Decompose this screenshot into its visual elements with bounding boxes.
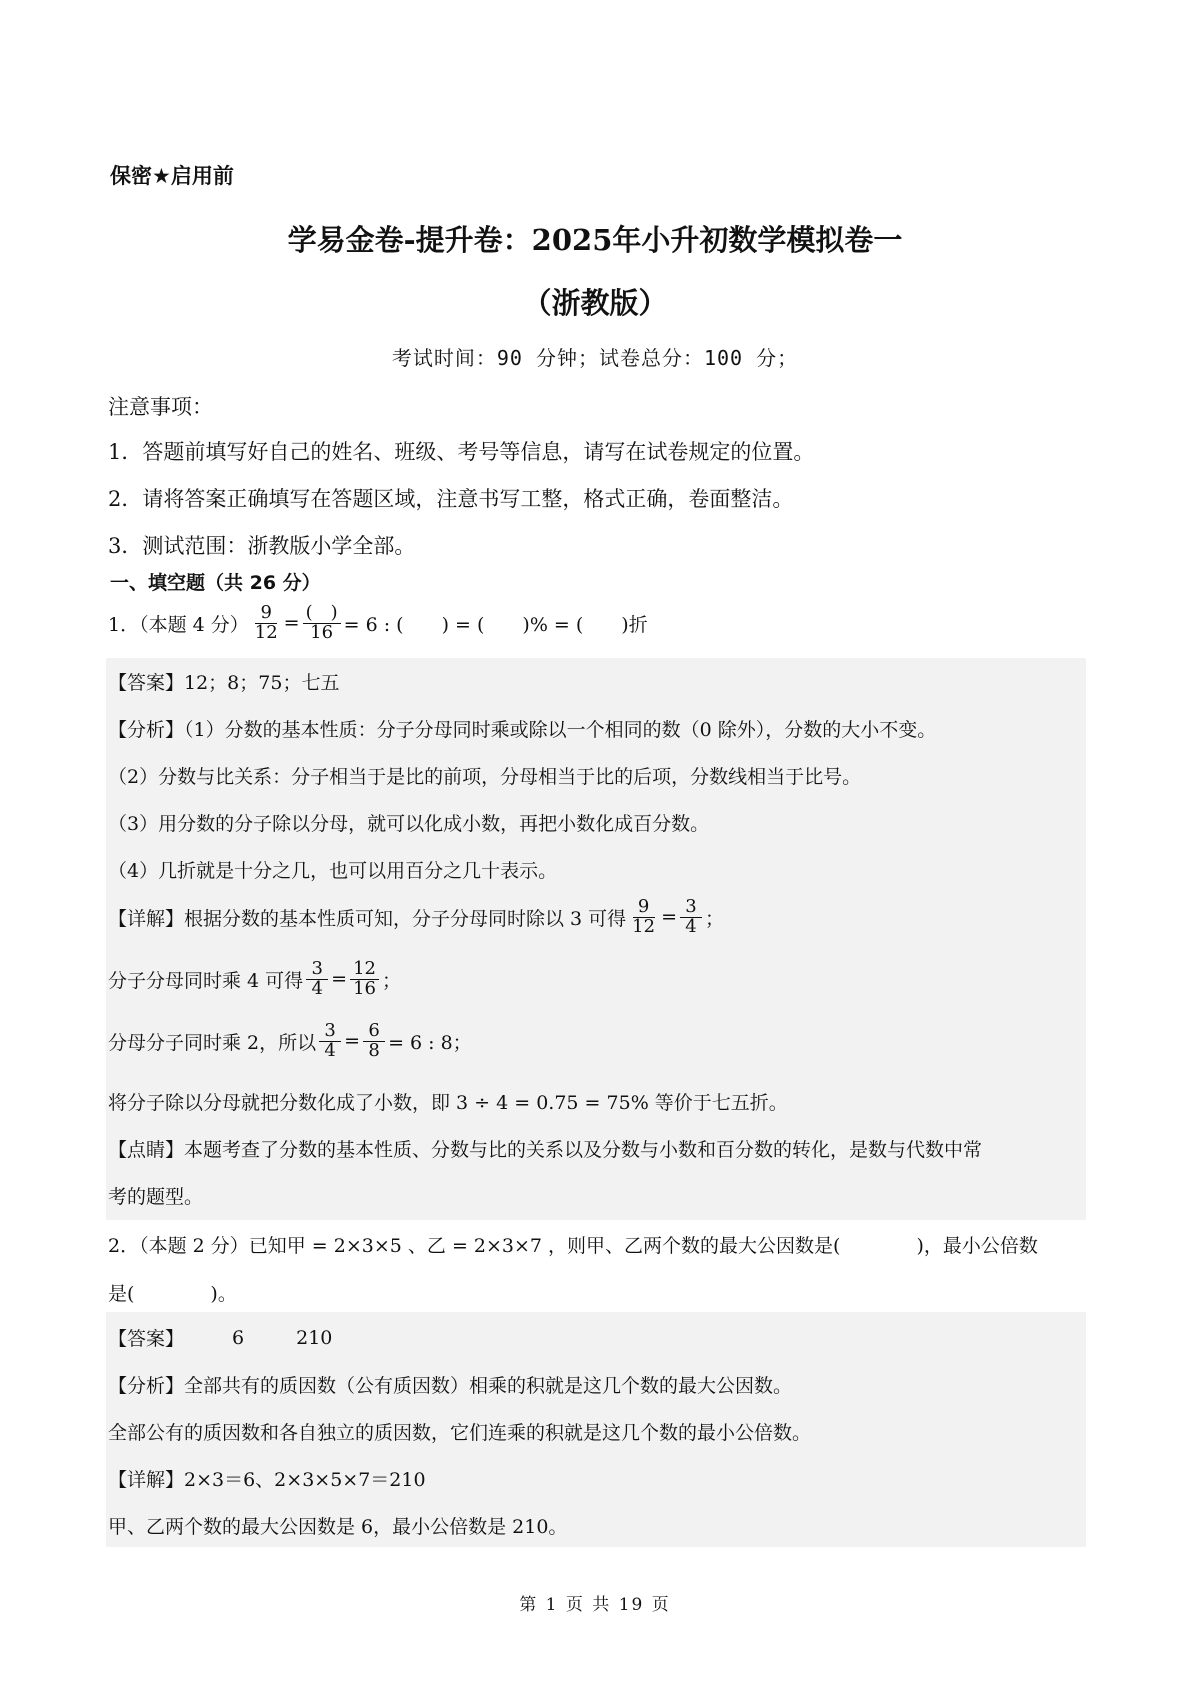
fraction: $\frac{12}{16}$ [350, 960, 379, 999]
detail-line: 将分子除以分母就把分数化成了小数，即 3 ÷ 4 = 0.75 = 75% 等价于七五折。 [108, 1092, 788, 1114]
paper-subtitle: （浙教版） [522, 286, 668, 320]
paper-title: 学易金卷-提升卷：2025年小升初数学模拟卷一 [287, 223, 903, 257]
analysis: 【分析】全部共有的质因数（公有质因数）相乘的积就是这几个数的最大公因数。 [108, 1375, 793, 1397]
notice-heading: 注意事项： [108, 395, 213, 419]
analysis: 全部公有的质因数和各自独立的质因数，它们连乘的积就是这几个数的最小公倍数。 [108, 1422, 812, 1444]
question-2-cont: 是( )。 [108, 1283, 237, 1305]
answer: 【答案】 6 210 [108, 1326, 333, 1350]
fraction: $\frac{9}{12}$ [254, 602, 278, 643]
fraction: $\frac{9}{12}$ [632, 896, 656, 937]
fraction-blank: $\frac{( )}{16}$ [303, 604, 341, 643]
analysis: （2）分数与比关系：分子相当于是比的前项，分母相当于比的后项，分数线相当于比号。 [108, 766, 862, 788]
detail-line: 【详解】2×3＝6、2×3×5×7＝210 [108, 1469, 426, 1491]
fraction: $\frac{6}{8}$ [363, 1022, 385, 1061]
notice-item: 3．测试范围：浙教版小学全部。 [108, 534, 416, 558]
analysis: 【分析】（1）分数的基本性质：分子分母同时乘或除以一个相同的数（0 除外），分数的大小不变。 [108, 719, 937, 741]
detail-line: 分母分子同时乘 2，所以 $\frac{3}{4}$ = $\frac{6}{8}$ = 6 : 8； [108, 1020, 472, 1061]
fraction: $\frac{3}{4}$ [319, 1022, 341, 1061]
page-number: 第 1 页 共 19 页 [519, 1595, 671, 1615]
comment: 【点睛】本题考查了分数的基本性质、分数与比的关系以及分数与小数和百分数的转化，是数与代数中常 [108, 1139, 983, 1161]
section-heading: 一、填空题（共 26 分） [110, 572, 321, 594]
fraction: $\frac{3}{4}$ [680, 898, 702, 937]
analysis: （3）用分数的分子除以分母，就可以化成小数，再把小数化成百分数。 [108, 813, 710, 835]
analysis: （4）几折就是十分之几，也可以用百分之几十表示。 [108, 860, 558, 882]
question-2: 2．（本题 2 分）已知甲 = 2×3×5 、乙 = 2×3×7 ，则甲、乙两个数的最大公因数是( )，最小公倍数 [108, 1235, 1038, 1257]
question-1: 1．（本题 4 分） $\frac{9}{12}$ = $\frac{( )}{16}$ = 6 : ( ) = ( )% = ( )折 [108, 602, 648, 643]
confidential-label: 保密★启用前 [110, 164, 234, 188]
notice-item: 1．答题前填写好自己的姓名、班级、考号等信息，请写在试卷规定的位置。 [108, 440, 815, 464]
answer: 【答案】12；8；75；七五 [108, 672, 340, 694]
notice-item: 2．请将答案正确填写在答题区域，注意书写工整，格式正确，卷面整洁。 [108, 487, 794, 511]
fraction: $\frac{3}{4}$ [306, 960, 328, 999]
detail-line: 分子分母同时乘 4 可得 $\frac{3}{4}$ = $\frac{12}{16}$ ； [108, 958, 402, 999]
exam-info: 考试时间：90 分钟；试卷总分：100 分； [391, 346, 799, 370]
question-tail: = 6 : ( ) = ( )% = ( )折 [343, 613, 648, 636]
detail-line: 【详解】根据分数的基本性质可知，分子分母同时除以 3 可得 $\frac{9}{12}$ = $\frac{3}{4}$ ； [108, 896, 725, 937]
question-prefix: 1．（本题 4 分） [108, 613, 249, 636]
comment: 考的题型。 [108, 1186, 204, 1208]
detail-line: 甲、乙两个数的最大公因数是 6，最小公倍数是 210。 [108, 1516, 568, 1538]
